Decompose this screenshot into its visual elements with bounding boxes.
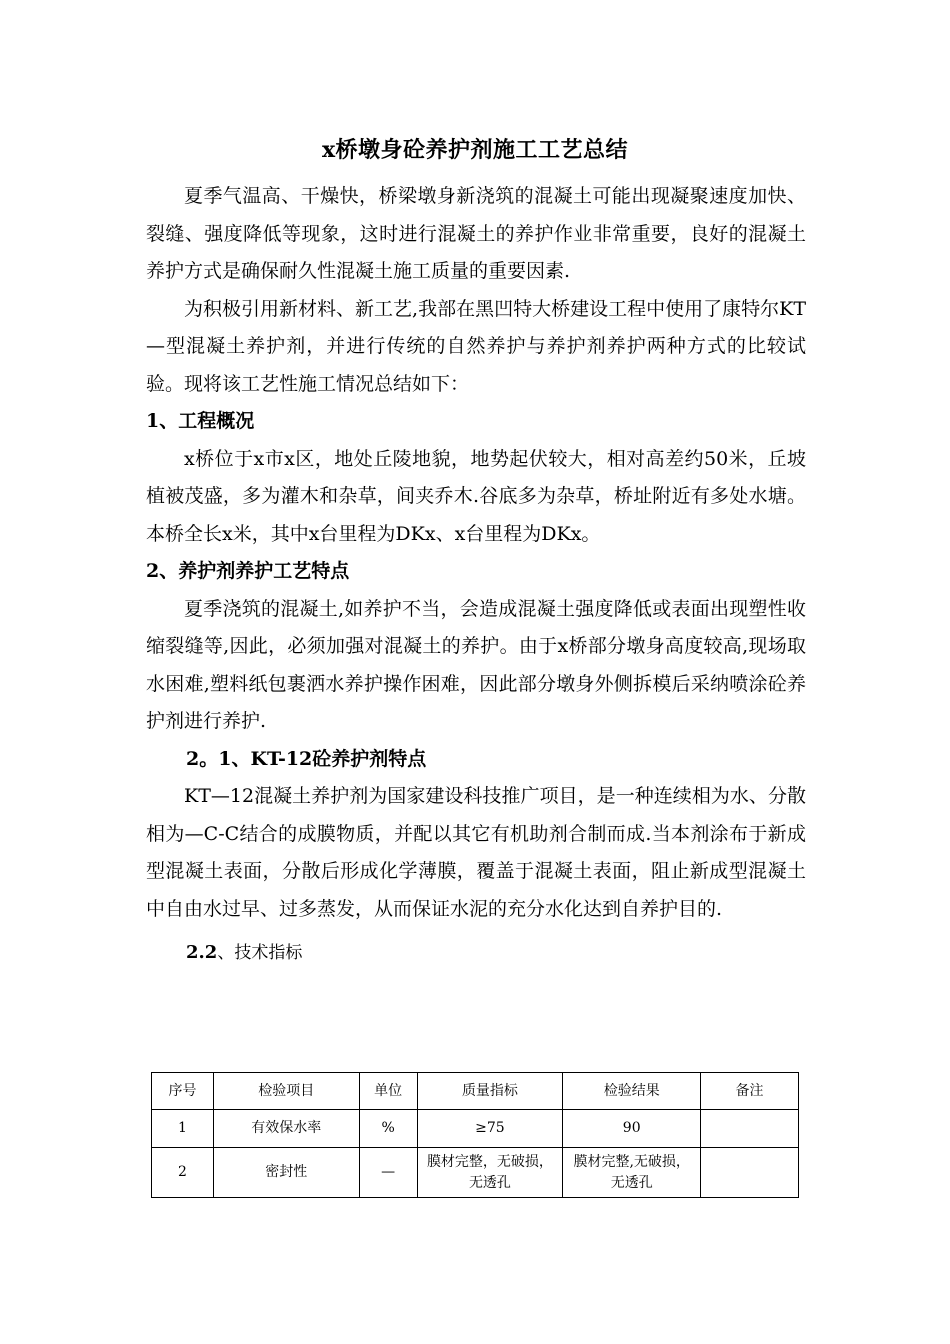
table-header-cell: 质量指标 (417, 1073, 563, 1110)
section-2-1-heading: 2。1、KT-12砼养护剂特点 (186, 747, 427, 770)
intro-paragraph-2: 为积极引用新材料、新工艺,我部在黑凹特大桥建设工程中使用了康特尔KT—型混凝土养护剂，并进行传统的自然养护与养护剂养护两种方式的比较试验。现将该工艺性施工情况总结如下： (146, 297, 806, 395)
section-2-heading: 2、养护剂养护工艺特点 (146, 560, 350, 582)
table-header-cell: 检验项目 (213, 1073, 359, 1110)
section-1-body: x桥位于x市x区，地处丘陵地貌，地势起伏较大，相对高差约50米，丘坡植被茂盛，多为灌木和杂草，间夹乔木.谷底多为杂草，桥址附近有多处水塘。本桥全长x米，其中x台里程为DKx、x台里程为DKx。 (146, 447, 806, 545)
section-2-2-heading (146, 934, 806, 973)
section-2-body: 夏季浇筑的混凝土,如养护不当，会造成混凝土强度降低或表面出现塑性收缩裂缝等,因此，必须加强对混凝土的养护。由于x桥部分墩身高度较高,现场取水困难,塑料纸包裹洒水养护操作困难，因此部分墩身外侧拆模后采纳喷涂砼养护剂进行养护. (146, 597, 806, 732)
table-cell (701, 1110, 799, 1148)
section-2-2-title: 、技术指标 (217, 943, 303, 963)
table-cell: 膜材完整,无破损，无透孔 (563, 1148, 701, 1198)
table-cell: 有效保水率 (213, 1110, 359, 1148)
table-cell: 1 (152, 1110, 214, 1148)
section-2-1-body: KT—12混凝土养护剂为国家建设科技推广项目，是一种连续相为水、分散相为—C-C结合的成膜物质，并配以其它有机助剂合制而成.当本剂涂布于新成型混凝土表面，分散后形成化学薄膜，覆盖于混凝土表面，阻止新成型混凝土中自由水过早、过多蒸发，从而保证水泥的充分水化达到自养护目的. (146, 785, 806, 920)
table-header-cell: 序号 (152, 1073, 214, 1110)
intro-paragraph-1: 夏季气温高、干燥快，桥梁墩身新浇筑的混凝土可能出现凝聚速度加快、裂缝、强度降低等现象，这时进行混凝土的养护作业非常重要，良好的混凝土养护方式是确保耐久性混凝土施工质量的重要因素. (146, 185, 806, 282)
table-header-cell: 检验结果 (563, 1073, 701, 1110)
table-cell: 密封性 (213, 1148, 359, 1198)
table-header-cell: 单位 (359, 1073, 417, 1110)
table-row (152, 1148, 799, 1198)
table-header-cell: 备注 (701, 1073, 799, 1110)
table-cell: ≥75 (417, 1110, 563, 1148)
table-cell: 90 (563, 1110, 701, 1148)
table-header-row (152, 1073, 799, 1110)
table-cell (701, 1148, 799, 1198)
table-cell: % (359, 1110, 417, 1148)
table-row (152, 1110, 799, 1148)
table-cell: 2 (152, 1148, 214, 1198)
technical-index-table (151, 1072, 799, 1198)
section-1-heading: 1、工程概况 (146, 410, 255, 432)
document-title: x桥墩身砼养护剂施工工艺总结 (321, 137, 629, 163)
table-cell: 膜材完整，无破损，无透孔 (417, 1148, 563, 1198)
table-cell: — (359, 1148, 417, 1198)
intro-section (146, 178, 806, 973)
section-2-2-number: 2.2 (186, 942, 218, 963)
